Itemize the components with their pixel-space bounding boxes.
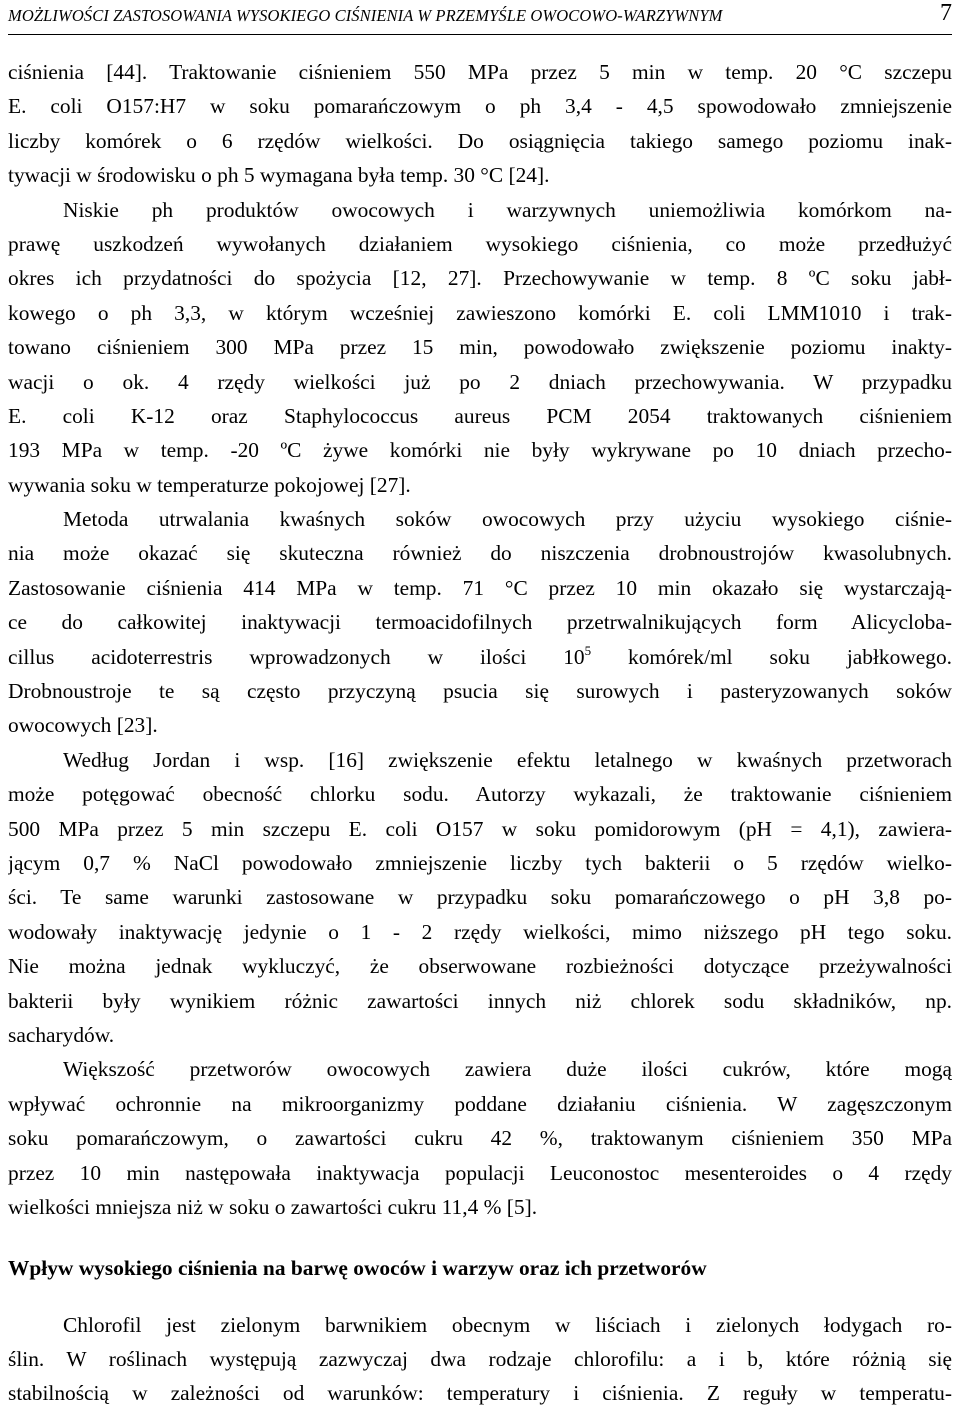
text-line: wpływać ochronnie na mikroorganizmy poddane działaniu ciśnienia. W zagęszczonym — [8, 1091, 952, 1116]
text-line: ce do całkowitej inaktywacji termoacidofilnych przetrwalnikujących form Alicycloba- — [8, 610, 952, 635]
body-text — [8, 55, 952, 1224]
text-line: prawę uszkodzeń wywołanych działaniem wysokiego ciśnienia, co może przedłużyć — [8, 231, 952, 256]
text-line: nia może okazać się skuteczna również do niszczenia drobnoustrojów kwasolubnych. — [8, 541, 952, 566]
text-line: owocowych [23]. — [8, 713, 158, 738]
text-line: okres ich przydatności do spożycia [12, 27]. Przechowywanie w temp. 8 ºC soku jabł- — [8, 266, 952, 291]
text-line: Chlorofil jest zielonym barwnikiem obecnym w liściach i zielonych łodygach ro- — [63, 1312, 952, 1337]
text-line: tywacji w środowisku o ph 5 wymagana była temp. 30 °C [24]. — [8, 163, 550, 188]
text-line: ciśnienia [44]. Traktowanie ciśnieniem 550 MPa przez 5 min w temp. 20 °C szczepu — [8, 60, 952, 84]
text-line-part: komórek/ml soku jabłkowego. — [591, 644, 952, 669]
page-number: 7 — [940, 0, 952, 26]
text-line: E. coli O157:H7 w soku pomarańczowym o ph 3,4 - 4,5 spowodowało zmniejszenie — [8, 94, 952, 119]
text-line-with-superscript — [8, 640, 952, 674]
superscript-exponent: 5 — [584, 642, 592, 658]
text-line: Według Jordan i wsp. [16] zwiększenie efektu letalnego w kwaśnych przetworach — [63, 747, 952, 772]
text-line: Nie można jednak wykluczyć, że obserwowane rozbieżności dotyczące przeżywalności — [8, 954, 952, 979]
text-line: Zastosowanie ciśnienia 414 MPa w temp. 71 °C przez 10 min okazało się wystarczają- — [8, 575, 952, 600]
running-title: MOŻLIWOŚCI ZASTOSOWANIA WYSOKIEGO CIŚNIENIA W PRZEMYŚLE OWOCOWO-WARZYWNYM — [8, 6, 723, 25]
text-line: kowego o ph 3,3, w którym wcześniej zawieszono komórki E. coli LMM1010 i trak- — [8, 300, 952, 325]
text-line-part: cillus acidoterrestris wprowadzonych w ilości 10 — [8, 644, 585, 669]
text-line: wielkości mniejsza niż w soku o zawartości cukru 11,4 % [5]. — [8, 1194, 538, 1219]
text-line: wacji o ok. 4 rzędy wielkości już po 2 dniach przechowywania. W przypadku — [8, 369, 952, 394]
text-line: 193 MPa w temp. -20 ºC żywe komórki nie były wykrywane po 10 dniach przecho- — [8, 438, 952, 463]
text-line: wywania soku w temperaturze pokojowej [27]. — [8, 472, 411, 497]
text-line: soku pomarańczowym, o zawartości cukru 42 %, traktowanym ciśnieniem 350 MPa — [8, 1126, 952, 1151]
section-heading: Wpływ wysokiego ciśnienia na barwę owoców i warzyw oraz ich przetworów — [8, 1256, 707, 1281]
text-line: ślin. W roślinach występują zazwyczaj dwa rodzaje chlorofilu: a i b, które różnią się — [8, 1347, 952, 1372]
text-line: przez 10 min następowała inaktywacja populacji Leuconostoc mesenteroides o 4 rzędy — [8, 1160, 952, 1185]
text-line: może potęgować obecność chlorku sodu. Autorzy wykazali, że traktowanie ciśnieniem — [8, 782, 952, 807]
text-line: jącym 0,7 % NaCl powodowało zmniejszenie liczby tych bakterii o 5 rzędów wielko- — [8, 850, 952, 875]
text-line: Drobnoustroje te są często przyczyną psucia się surowych i pasteryzowanych soków — [8, 679, 952, 704]
text-line: stabilnością w zależności od warunków: temperatury i ciśnienia. Z reguły w temperatu- — [8, 1381, 952, 1406]
running-header — [8, 0, 952, 35]
text-line: Większość przetworów owocowych zawiera duże ilości cukrów, które mogą — [63, 1057, 952, 1082]
text-line: 500 MPa przez 5 min szczepu E. coli O157 w soku pomidorowym (pH = 4,1), zawiera- — [8, 816, 952, 841]
document-page — [8, 0, 952, 1411]
text-line: Metoda utrwalania kwaśnych soków owocowych przy użyciu wysokiego ciśnie- — [63, 507, 952, 532]
text-line: E. coli K-12 oraz Staphylococcus aureus PCM 2054 traktowanych ciśnieniem — [8, 403, 952, 428]
section-body-text — [8, 1308, 952, 1411]
text-line: bakterii były wynikiem różnic zawartości innych niż chlorek sodu składników, np. — [8, 988, 952, 1013]
text-line: wodowały inaktywację jedynie o 1 - 2 rzędy wielkości, mimo niższego pH tego soku. — [8, 919, 952, 944]
text-line: liczby komórek o 6 rzędów wielkości. Do osiągnięcia takiego samego poziomu inak- — [8, 128, 952, 153]
text-line: Niskie ph produktów owocowych i warzywnych uniemożliwia komórkom na- — [63, 197, 952, 222]
text-line: sacharydów. — [8, 1022, 115, 1047]
text-line: towano ciśnieniem 300 MPa przez 15 min, powodowało zwiększenie poziomu inakty- — [8, 335, 952, 360]
text-line: ści. Te same warunki zastosowane w przypadku soku pomarańczowego o pH 3,8 po- — [8, 885, 952, 910]
